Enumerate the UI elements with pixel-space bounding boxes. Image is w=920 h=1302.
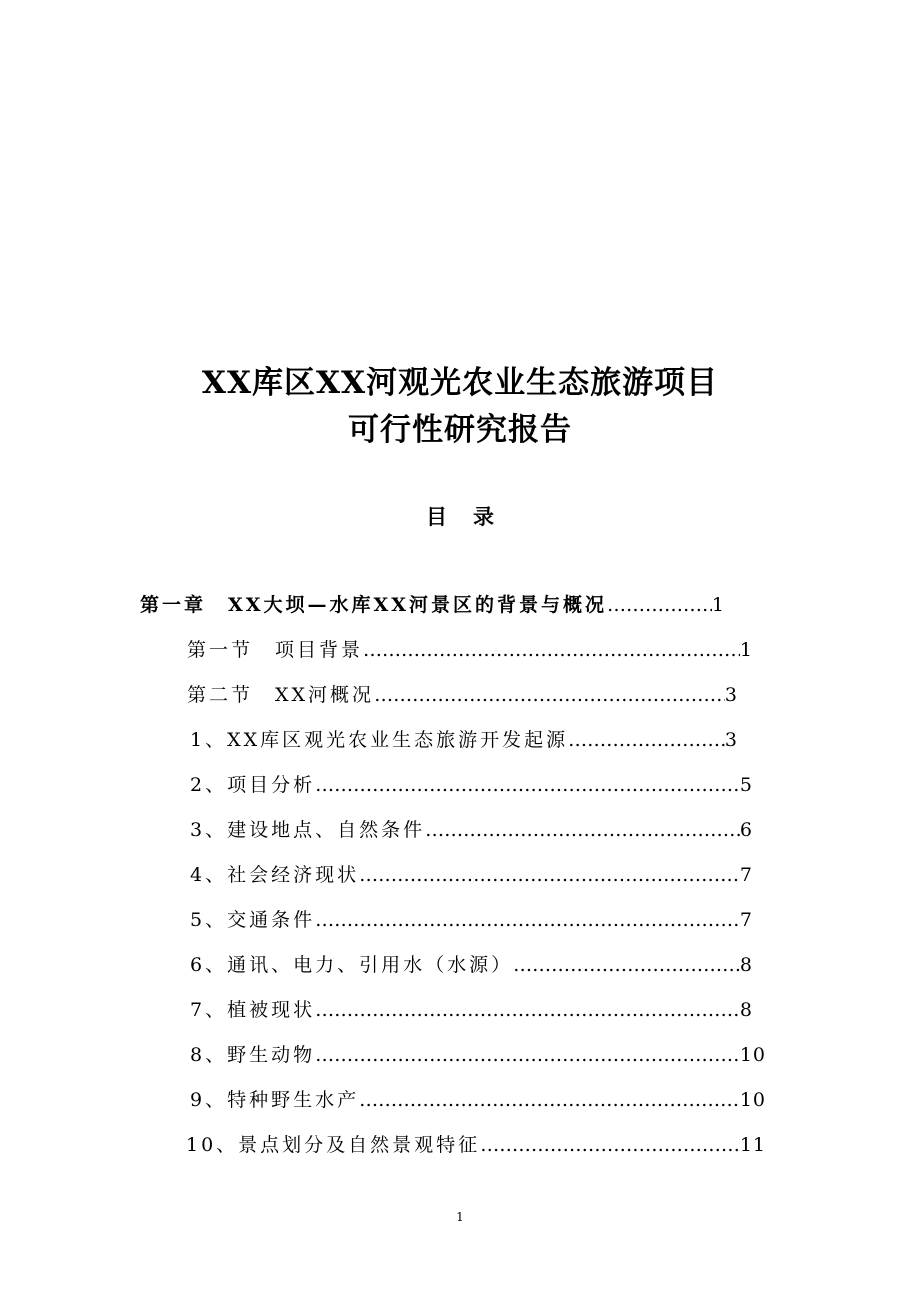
toc-entry-label: 第一章 XX大坝—水库XX河景区的背景与概况 xyxy=(140,594,607,616)
dot-leader xyxy=(363,635,740,665)
document-title-line-1: XX库区XX河观光农业生态旅游项目 xyxy=(201,365,719,401)
toc-entry-item-4[interactable] xyxy=(190,860,753,890)
toc-entry-item-3[interactable] xyxy=(190,815,753,845)
toc-entry-section-2[interactable] xyxy=(187,680,738,710)
dot-leader xyxy=(315,770,740,800)
toc-entry-label: 3、建设地点、自然条件 xyxy=(190,819,426,841)
toc-entry-page: 10 xyxy=(739,1089,766,1111)
toc-entry-label: 第一节 项目背景 xyxy=(187,639,364,661)
dot-leader xyxy=(315,1040,740,1070)
toc-entry-page: 10 xyxy=(739,1044,766,1066)
page-number: 1 xyxy=(456,1210,464,1224)
dot-leader xyxy=(359,1085,740,1115)
dot-leader xyxy=(359,860,740,890)
toc-entry-label: 6、通讯、电力、引用水（水源） xyxy=(190,954,514,976)
dot-leader xyxy=(315,995,740,1025)
toc-entry-label: 第二节 XX河概况 xyxy=(187,684,375,706)
toc-entry-page: 6 xyxy=(739,819,753,841)
toc-entry-page: 1 xyxy=(711,594,725,616)
toc-entry-label: 7、植被现状 xyxy=(190,999,316,1021)
toc-entry-page: 8 xyxy=(739,954,753,976)
toc-entry-page: 1 xyxy=(739,639,753,661)
toc-entry-label: 8、野生动物 xyxy=(190,1044,316,1066)
dot-leader xyxy=(425,815,740,845)
toc-entry-label: 4、社会经济现状 xyxy=(190,864,360,886)
toc-entry-page: 3 xyxy=(724,684,738,706)
toc-entry-page: 7 xyxy=(739,909,753,931)
dot-leader xyxy=(315,905,740,935)
document-title-line-2: 可行性研究报告 xyxy=(348,412,572,448)
toc-entry-label: 10、景点划分及自然景观特征 xyxy=(186,1134,481,1156)
toc-entry-page: 11 xyxy=(739,1134,766,1156)
toc-entry-item-9[interactable] xyxy=(190,1085,766,1115)
toc-entry-item-1[interactable] xyxy=(190,725,738,755)
dot-leader xyxy=(480,1130,740,1160)
toc-entry-item-5[interactable] xyxy=(190,905,753,935)
toc-heading: 目录 xyxy=(426,504,520,529)
dot-leader xyxy=(513,950,740,980)
toc-entry-page: 8 xyxy=(739,999,753,1021)
toc-entry-item-8[interactable] xyxy=(190,1040,766,1070)
toc-entry-item-2[interactable] xyxy=(190,770,753,800)
toc-entry-item-7[interactable] xyxy=(190,995,753,1025)
toc-entry-page: 5 xyxy=(739,774,753,796)
toc-entry-item-6[interactable] xyxy=(190,950,753,980)
dot-leader xyxy=(374,680,725,710)
toc-entry-item-10[interactable] xyxy=(186,1130,766,1160)
dot-leader xyxy=(607,590,712,620)
toc-entry-label: 1、XX库区观光农业生态旅游开发起源 xyxy=(190,729,569,751)
dot-leader xyxy=(568,725,725,755)
toc-entry-page: 3 xyxy=(724,729,738,751)
toc-entry-label: 2、项目分析 xyxy=(190,774,316,796)
toc-entry-label: 9、特种野生水产 xyxy=(190,1089,360,1111)
toc-entry-page: 7 xyxy=(739,864,753,886)
toc-entry-label: 5、交通条件 xyxy=(190,909,316,931)
toc-entry-section-1[interactable] xyxy=(187,635,753,665)
toc-entry-chapter-1[interactable] xyxy=(140,590,725,620)
